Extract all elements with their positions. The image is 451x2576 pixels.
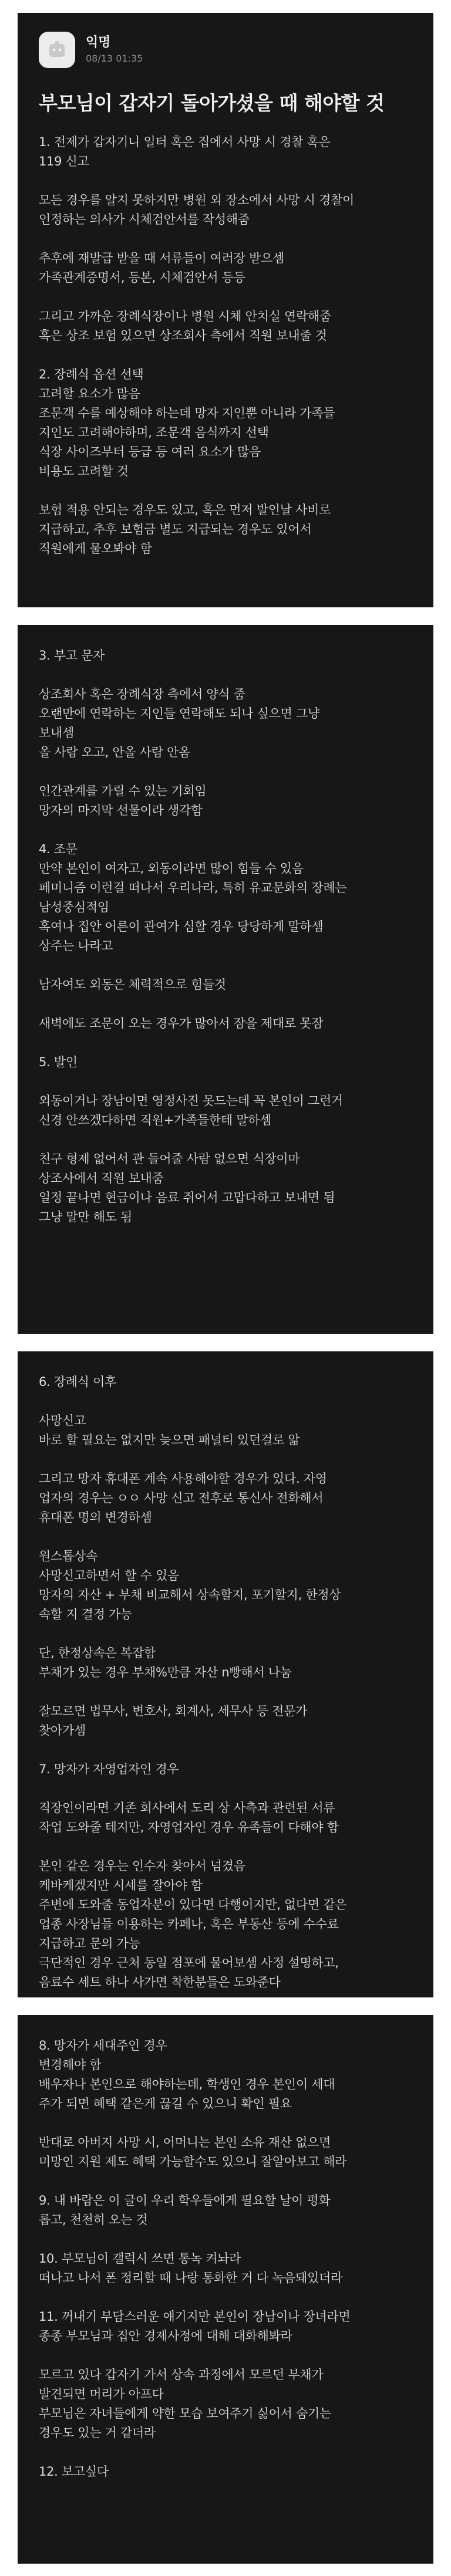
text-line: 발견되면 머리가 아프다 — [39, 2387, 164, 2401]
post-card-4 — [18, 2015, 433, 2564]
text-line: 종종 부모님과 집안 경제사정에 대해 대화해봐라 — [39, 2329, 292, 2343]
text-line: 5. 발인 — [39, 1055, 78, 1069]
text-line: 찾아가셈 — [39, 1723, 86, 1737]
paragraph — [39, 646, 412, 665]
text-line: 사망신고하면서 할 수 있음 — [39, 1568, 179, 1583]
text-line: 12. 보고싶다 — [39, 2465, 109, 2479]
text-line: 1. 전제가 갑자기니 일터 혹은 집에서 사망 시 경찰 혹은 — [39, 135, 331, 149]
text-line: 변경해야 함 — [39, 2058, 102, 2072]
paragraph — [39, 1760, 412, 1779]
paragraph — [39, 1411, 412, 1450]
text-line: 상주는 나라고 — [39, 939, 113, 953]
text-line: 망자의 마지막 선물이라 생각함 — [39, 803, 203, 817]
post-title: 부모님이 갑자기 돌아가셨을 때 해야할 것 — [39, 92, 385, 114]
paragraph — [39, 1091, 412, 1130]
text-line: 가족관계증명서, 등본, 시체검안서 등등 — [39, 271, 245, 285]
text-line: 혹여나 집안 어른이 관여가 심할 경우 당당하게 말하셈 — [39, 919, 324, 934]
paragraph — [39, 685, 412, 762]
text-line: 8. 망자가 세대주인 경우 — [39, 2039, 167, 2053]
text-line: 직장인이라면 기존 회사에서 도리 상 사측과 관련된 서류 — [39, 1801, 335, 1815]
text-line: 업자의 경우는 ㅇㅇ 사망 신고 전후로 통신사 전화해서 — [39, 1491, 324, 1505]
text-line: 페미니즘 이런걸 떠나서 우리나라, 특히 유교문화의 장례는 — [39, 881, 347, 895]
text-line: 미망인 지원 제도 혜택 가능할수도 있으니 잘알아보고 해라 — [39, 2155, 347, 2169]
post-card-2 — [18, 625, 433, 1334]
text-line: 남성중심적임 — [39, 900, 109, 914]
text-line: 바로 할 필요는 없지만 늦으면 패널티 있던걸로 앎 — [39, 1433, 300, 1447]
text-line: 친구 형제 없어서 관 들어줄 사람 없으면 식장이마 — [39, 1152, 300, 1166]
text-line: 외동이거나 장남이면 영정사진 못드는데 꼭 본인이 그런거 — [39, 1094, 343, 1108]
paragraph — [39, 2191, 412, 2230]
paragraph — [39, 133, 412, 171]
post-meta — [86, 34, 143, 66]
text-line: 7. 망자가 자영업자인 경우 — [39, 1762, 179, 1776]
text-line: 잘모르면 법무사, 변호사, 회계사, 세무사 등 전문가 — [39, 1704, 308, 1718]
text-line: 그리고 가까운 장례식장이나 병원 시체 안치실 연락해줌 — [39, 309, 331, 323]
text-line: 롭고, 천천히 오는 것 — [39, 2213, 148, 2227]
text-line: 119 신고 — [39, 154, 89, 168]
text-line: 속할 지 결정 가능 — [39, 1607, 133, 1621]
paragraph — [39, 1799, 412, 1837]
paragraph — [39, 1644, 412, 1682]
text-line: 상조사에서 직원 보내줌 — [39, 1171, 164, 1185]
paragraph — [39, 501, 412, 559]
paragraph — [39, 1372, 412, 1392]
text-line: 지인도 고려해야하며, 조문객 음식까지 선택 — [39, 425, 269, 440]
text-line: 3. 부고 문자 — [39, 648, 105, 662]
paragraph — [39, 1469, 412, 1527]
post-header — [39, 32, 412, 68]
paragraph — [39, 840, 412, 956]
post-body — [39, 2036, 412, 2482]
text-line: 6. 장례식 이후 — [39, 1375, 117, 1389]
paragraph — [39, 975, 412, 995]
text-line: 보내셈 — [39, 726, 74, 740]
text-line: 인간관계를 가릴 수 있는 기회임 — [39, 784, 207, 798]
paragraph — [39, 2462, 412, 2482]
text-line: 반대로 아버지 사망 시, 어머니는 본인 소유 재산 없으면 — [39, 2135, 331, 2149]
post-card-1 — [18, 13, 433, 607]
text-line: 업종 사장님들 이용하는 카페나, 혹은 부동산 등에 수수료 — [39, 1917, 339, 1931]
text-line: 배우자나 본인으로 해야하는데, 학생인 경우 본인이 세대 — [39, 2077, 335, 2091]
paragraph — [39, 2365, 412, 2443]
paragraph — [39, 782, 412, 820]
text-line: 사망신고 — [39, 1414, 86, 1428]
text-line: 극단적인 경우 근처 동일 점포에 물어보셈 사정 설명하고, — [39, 1956, 339, 1970]
text-line: 단, 한정상속은 복잡함 — [39, 1646, 156, 1660]
paragraph — [39, 1547, 412, 1624]
paragraph — [39, 1702, 412, 1740]
paragraph — [39, 2036, 412, 2114]
post-body — [39, 646, 412, 1227]
text-line: 휴대폰 명의 변경하셈 — [39, 1510, 152, 1524]
text-line: 4. 조문 — [39, 842, 78, 856]
text-line: 상조회사 혹은 장례식장 측에서 양식 줌 — [39, 687, 245, 701]
text-line: 그리고 망자 휴대폰 계속 사용해야할 경우가 있다. 자영 — [39, 1472, 327, 1486]
text-line: 작업 도와줄 테지만, 자영업자인 경우 유족들이 다해야 함 — [39, 1820, 339, 1834]
text-line: 비용도 고려할 것 — [39, 464, 129, 478]
text-line: 신경 안쓰겠다하면 직원+가족들한테 말하셈 — [39, 1113, 272, 1127]
text-line: 보험 적용 안되는 경우도 있고, 혹은 먼저 발인날 사비로 — [39, 503, 331, 517]
avatar[interactable] — [39, 32, 75, 68]
text-line: 11. 꺼내기 부담스러운 얘기지만 본인이 장남이나 장녀라면 — [39, 2310, 351, 2324]
text-line: 모르고 있다 갑자기 가서 상속 과정에서 모르던 부채가 — [39, 2368, 324, 2382]
text-line: 떠나고 나서 폰 정리할 때 나랑 통화한 거 다 녹음돼있더라 — [39, 2271, 343, 2285]
text-line: 일정 끝나면 현금이나 음료 쥐어서 고맙다하고 보내면 됨 — [39, 1191, 335, 1205]
text-line: 올 사람 오고, 안올 사람 안옴 — [39, 745, 191, 759]
paragraph — [39, 191, 412, 229]
text-line: 모든 경우를 알지 못하지만 병원 외 장소에서 사망 시 경찰이 — [39, 193, 355, 207]
text-line: 그냥 말만 해도 됨 — [39, 1210, 133, 1224]
paragraph — [39, 1150, 412, 1227]
text-line: 음료수 세트 하나 사가면 착한분들은 도와준다 — [39, 1975, 281, 1989]
text-line: 새벽에도 조문이 오는 경우가 많아서 잠을 제대로 못잠 — [39, 1016, 324, 1030]
text-line: 오랜만에 연락하는 지인들 연락해도 되나 싶으면 그냥 — [39, 706, 319, 721]
anonymous-user-icon — [44, 37, 70, 63]
text-line: 혹은 상조 보험 있으면 상조회사 측에서 직원 보내줄 것 — [39, 329, 327, 343]
text-line: 남자여도 외동은 체력적으로 힘들것 — [39, 978, 226, 992]
post-date: 08/13 01:35 — [86, 53, 143, 64]
post-body — [39, 133, 412, 559]
text-line: 본인 같은 경우는 인수자 찾아서 넘겼음 — [39, 1859, 245, 1873]
paragraph — [39, 307, 412, 346]
text-line: 지급하고, 추후 보험금 별도 지급되는 경우도 있어서 — [39, 522, 312, 536]
text-line: 인정하는 의사가 시체검안서를 작성해줌 — [39, 212, 250, 227]
paragraph — [39, 249, 412, 288]
text-line: 주가 되면 혜택 같은게 끊길 수 있으니 확인 필요 — [39, 2097, 292, 2111]
paragraph — [39, 1857, 412, 1992]
text-line: 직원에게 물오봐야 함 — [39, 542, 152, 556]
text-line: 원스톱상속 — [39, 1549, 97, 1563]
text-line: 2. 장례식 옵션 선택 — [39, 367, 144, 381]
text-line: 경우도 있는 거 같더라 — [39, 2426, 156, 2440]
paragraph — [39, 1014, 412, 1033]
post-body — [39, 1372, 412, 1992]
text-line: 고려할 요소가 많음 — [39, 387, 140, 401]
paragraph — [39, 365, 412, 481]
text-line: 만약 본인이 여자고, 외동이라면 많이 힘들 수 있음 — [39, 861, 304, 875]
paragraph — [39, 2249, 412, 2288]
post-card-3 — [18, 1351, 433, 1997]
text-line: 9. 내 바람은 이 글이 우리 학우들에게 필요할 날이 평화 — [39, 2193, 331, 2207]
author-name: 익명 — [86, 35, 111, 50]
text-line: 조문객 수를 예상해야 하는데 망자 지인뿐 아니라 가족들 — [39, 406, 335, 420]
text-line: 부모님은 자녀들에게 약한 모습 보여주기 싫어서 숨기는 — [39, 2406, 331, 2421]
paragraph — [39, 2133, 412, 2172]
text-line: 10. 부모님이 갤럭시 쓰면 통녹 켜놔라 — [39, 2252, 241, 2266]
text-line: 지급하고 문의 가능 — [39, 1936, 140, 1950]
paragraph — [39, 1053, 412, 1072]
text-line: 식장 사이즈부터 등급 등 여러 요소가 많음 — [39, 445, 261, 459]
text-line: 부채가 있는 경우 부채%만큼 자산 n빵해서 나눔 — [39, 1665, 292, 1679]
text-line: 망자의 자산 + 부채 비교해서 상속할지, 포기할지, 한정상 — [39, 1588, 341, 1602]
paragraph — [39, 2307, 412, 2346]
text-line: 추후에 재발급 받을 때 서류들이 여러장 받으셈 — [39, 251, 284, 265]
text-line: 케바케겠지만 시세를 잘아야 함 — [39, 1878, 203, 1892]
text-line: 주변에 도와줄 동업자분이 있다면 다행이지만, 없다면 같은 — [39, 1898, 347, 1912]
